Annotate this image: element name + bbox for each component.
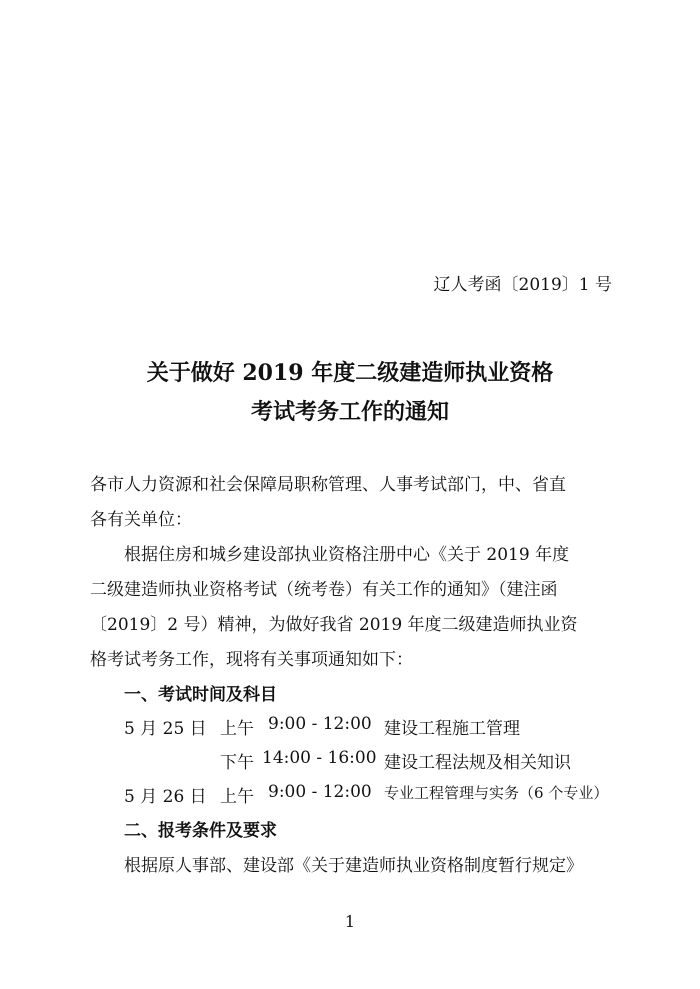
schedule-subject: 建设工程施工管理	[384, 719, 520, 739]
page-number: 1	[344, 912, 356, 931]
intro-paragraph-line-1: 根据住房和城乡建设部执业资格注册中心《关于 2019 年度	[124, 545, 570, 565]
schedule-time: 9:00 - 12:00	[268, 714, 372, 734]
section-2-heading: 二、报考条件及要求	[124, 821, 277, 841]
schedule-subject: 专业工程管理与实务（6 个专业）	[384, 784, 609, 802]
intro-paragraph-line-2: 二级建造师执业资格考试（统考卷）有关工作的通知》（建注函	[90, 580, 558, 600]
intro-paragraph-line-3: 〔2019〕2 号）精神，为做好我省 2019 年度二级建造师执业资	[90, 615, 578, 635]
schedule-period: 下午	[220, 753, 254, 773]
schedule-time: 14:00 - 16:00	[262, 748, 377, 768]
section-1-heading: 一、考试时间及科目	[124, 685, 277, 705]
section-2-line-1: 根据原人事部、建设部《关于建造师执业资格制度暂行规定》	[124, 856, 583, 876]
title-line-2: 考试考务工作的通知	[250, 399, 449, 425]
schedule-period: 上午	[220, 719, 254, 739]
salutation-line-1: 各市人力资源和社会保障局职称管理、人事考试部门，中、省直	[90, 475, 566, 495]
salutation-line-2: 各有关单位：	[90, 510, 192, 530]
title-line-1: 关于做好 2019 年度二级建造师执业资格	[146, 360, 554, 386]
schedule-period: 上午	[220, 787, 254, 807]
schedule-time: 9:00 - 12:00	[268, 782, 372, 802]
schedule-subject: 建设工程法规及相关知识	[384, 753, 571, 773]
intro-paragraph-line-4: 格考试考务工作，现将有关事项通知如下：	[90, 650, 413, 670]
schedule-date: 5 月 26 日	[124, 787, 207, 807]
document-number: 辽人考函〔2019〕1 号	[433, 275, 612, 295]
schedule-date: 5 月 25 日	[124, 719, 207, 739]
